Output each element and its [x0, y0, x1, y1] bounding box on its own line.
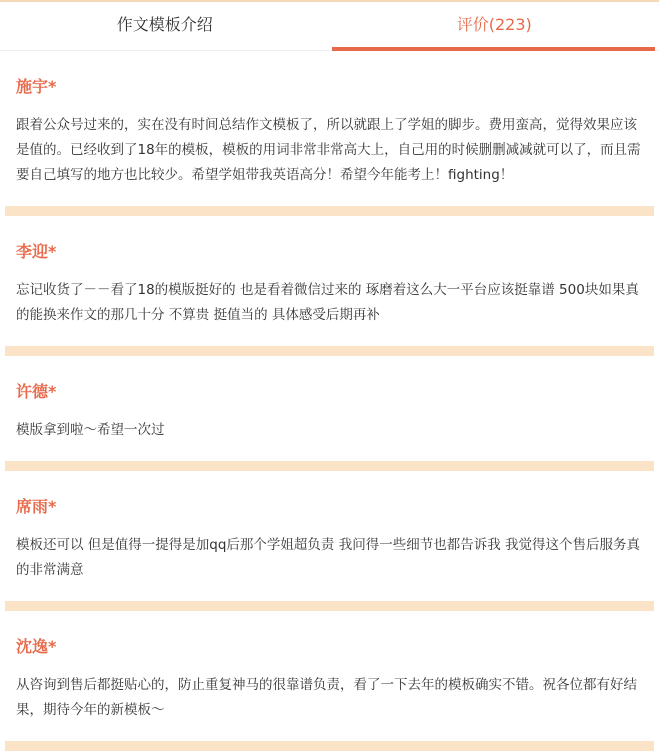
reviewer-name: 沈逸*	[16, 611, 643, 657]
reviewer-name: 李迎*	[16, 216, 643, 262]
review-list	[0, 51, 659, 751]
review-separator	[5, 206, 654, 216]
review-separator	[5, 461, 654, 471]
review-item	[0, 51, 659, 206]
tab-reviews[interactable]: 评价(223)	[330, 0, 659, 50]
reviewer-name: 许德*	[16, 356, 643, 402]
reviewer-name: 席雨*	[16, 471, 643, 517]
tab-bar	[0, 0, 659, 51]
tab-template-intro[interactable]: 作文模板介绍	[0, 0, 330, 50]
review-item	[0, 471, 659, 601]
review-text: 忘记收货了－－看了18的模版挺好的 也是看着微信过来的 琢磨着这么大一平台应该挺靠谱 500块如果真的能换来作文的那几十分 不算贵 挺值当的 具体感受后期再补	[16, 278, 643, 346]
review-separator	[5, 741, 654, 751]
review-text: 从咨询到售后都挺贴心的，防止重复神马的很靠谱负责，看了一下去年的模板确实不错。祝各位都有好结果，期待今年的新模板～	[16, 673, 643, 741]
review-text: 模版拿到啦～希望一次过	[16, 418, 643, 461]
review-text: 模板还可以 但是值得一提得是加qq后那个学姐超负责 我问得一些细节也都告诉我 我觉得这个售后服务真的非常满意	[16, 533, 643, 601]
review-separator	[5, 346, 654, 356]
reviewer-name: 施宇*	[16, 51, 643, 97]
review-text: 跟着公众号过来的，实在没有时间总结作文模板了，所以就跟上了学姐的脚步。费用蛮高，觉得效果应该是值的。已经收到了18年的模板，模板的用词非常非常高大上，自己用的时候删删减减就可以了，而且需要自己填写的地方也比较少。希望学姐带我英语高分！希望今年能考上！fighting！	[16, 113, 643, 206]
review-item	[0, 216, 659, 346]
review-separator	[5, 601, 654, 611]
review-item	[0, 611, 659, 741]
review-item	[0, 356, 659, 461]
